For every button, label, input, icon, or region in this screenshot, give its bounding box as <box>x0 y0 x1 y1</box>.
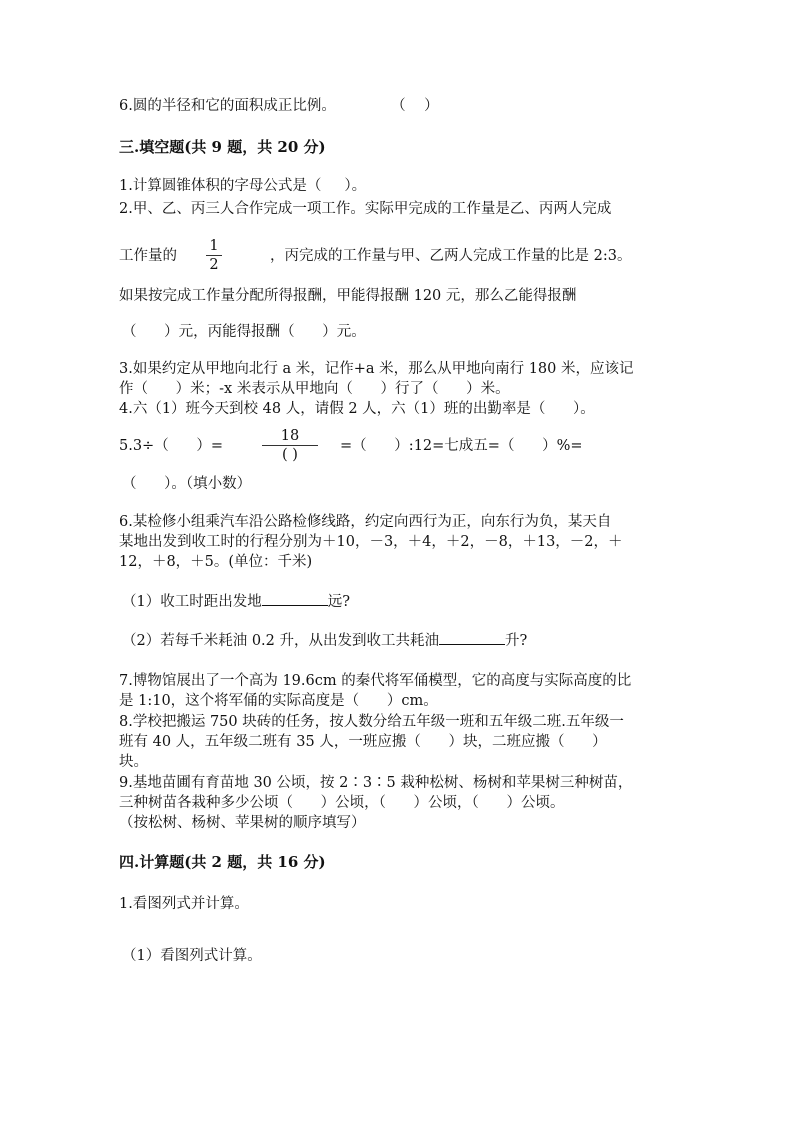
fill-q3-line1: 3.如果约定从甲地向北行 a 米，记作+a 米，那么从甲地向南行 180 米，应该记 <box>119 361 634 377</box>
fill-q6-sub1-prefix: （1）收工时距出发地 <box>122 594 262 610</box>
fill-q8-line2: 班有 40 人，五年级二班有 35 人，一班应搬（ ）块，二班应搬（ ） <box>119 734 607 750</box>
fill-q2-line2-post: ，丙完成的工作量与甲、乙两人完成工作量的比是 2:3。 <box>270 248 632 264</box>
fill-q8-line3: 块。 <box>119 754 148 770</box>
fill-q7-line2: 是 1:10，这个将军俑的实际高度是（ ）cm。 <box>119 693 438 709</box>
fraction-numerator: 18 <box>280 428 300 444</box>
calc-q1: 1.看图列式并计算。 <box>119 896 249 912</box>
fill-q6-line1: 6.某检修小组乘汽车沿公路检修线路，约定向西行为正，向东行为负，某天自 <box>119 514 612 530</box>
fill-q2-line2-pre: 工作量的 <box>119 248 177 264</box>
fill-q5-pre: 5.3÷（ ）= <box>119 438 224 454</box>
fill-q6-sub1 <box>122 591 350 612</box>
fill-q6-sub2 <box>122 630 527 651</box>
calc-q1-sub1: （1）看图列式计算。 <box>122 948 262 964</box>
section-4-heading: 四.计算题(共 2 题，共 16 分) <box>119 853 326 871</box>
fraction-denominator: 2 <box>209 257 219 273</box>
fill-q7-line1: 7.博物馆展出了一个高为 19.6cm 的秦代将军俑模型，它的高度与实际高度的比 <box>119 673 632 689</box>
fill-q2-line1: 2.甲、乙、丙三人合作完成一项工作。实际甲完成的工作量是乙、丙两人完成 <box>119 201 612 217</box>
fill-q2-line3: 如果按完成工作量分配所得报酬，甲能得报酬 120 元，那么乙能得报酬 <box>119 288 577 304</box>
question-6-true-false: 6.圆的半径和它的面积成正比例。 （ ） <box>119 98 439 114</box>
fill-q5-line2: （ ）。（填小数） <box>122 476 252 492</box>
fill-q1: 1.计算圆锥体积的字母公式是（ ）。 <box>119 178 367 194</box>
section-3-heading: 三.填空题(共 9 题，共 20 分) <box>119 138 326 156</box>
fill-q6-line2: 某地出发到收工时的行程分别为＋10，－3，＋4，＋2，－8，＋13，－2，＋ <box>119 534 623 550</box>
fraction-bar <box>206 255 222 256</box>
fill-q8-line1: 8.学校把搬运 750 块砖的任务，按人数分给五年级一班和五年级二班.五年级一 <box>119 714 624 730</box>
fraction-denominator: ( ) <box>282 447 298 463</box>
fill-q6-sub2-prefix: （2）若每千米耗油 0.2 升，从出发到收工共耗油 <box>122 633 440 649</box>
fill-q6-sub1-suffix: 远? <box>327 594 351 610</box>
fraction-18-over-blank <box>262 428 318 463</box>
fill-q9-line3: （按松树、杨树、苹果树的顺序填写） <box>119 815 366 831</box>
fraction-bar <box>262 445 318 446</box>
fill-q6-sub2-suffix: 升? <box>505 633 528 649</box>
fill-q9-line1: 9.基地苗圃有育苗地 30 公顷，按 2∶3∶5 栽种松树、杨树和苹果树三种树苗， <box>119 775 633 791</box>
answer-blank[interactable] <box>262 591 328 606</box>
fill-q5-post: =（ ）:12=七成五=（ ）%= <box>340 438 583 454</box>
fill-q9-line2: 三种树苗各栽种多少公顷（ ）公顷，（ ）公顷，（ ）公顷。 <box>119 795 565 811</box>
fill-q6-line3: 12，＋8，＋5。(单位：千米) <box>119 554 313 570</box>
fill-q3-line2: 作（ ）米；-x 米表示从甲地向（ ）行了（ ）米。 <box>119 381 510 397</box>
fraction-numerator: 1 <box>209 238 219 254</box>
fraction-one-half <box>206 238 222 273</box>
answer-blank[interactable] <box>439 630 505 645</box>
fill-q4: 4.六（1）班今天到校 48 人，请假 2 人，六（1）班的出勤率是（ ）。 <box>119 401 595 417</box>
fill-q2-line4: （ ）元，丙能得报酬（ ）元。 <box>122 324 366 340</box>
